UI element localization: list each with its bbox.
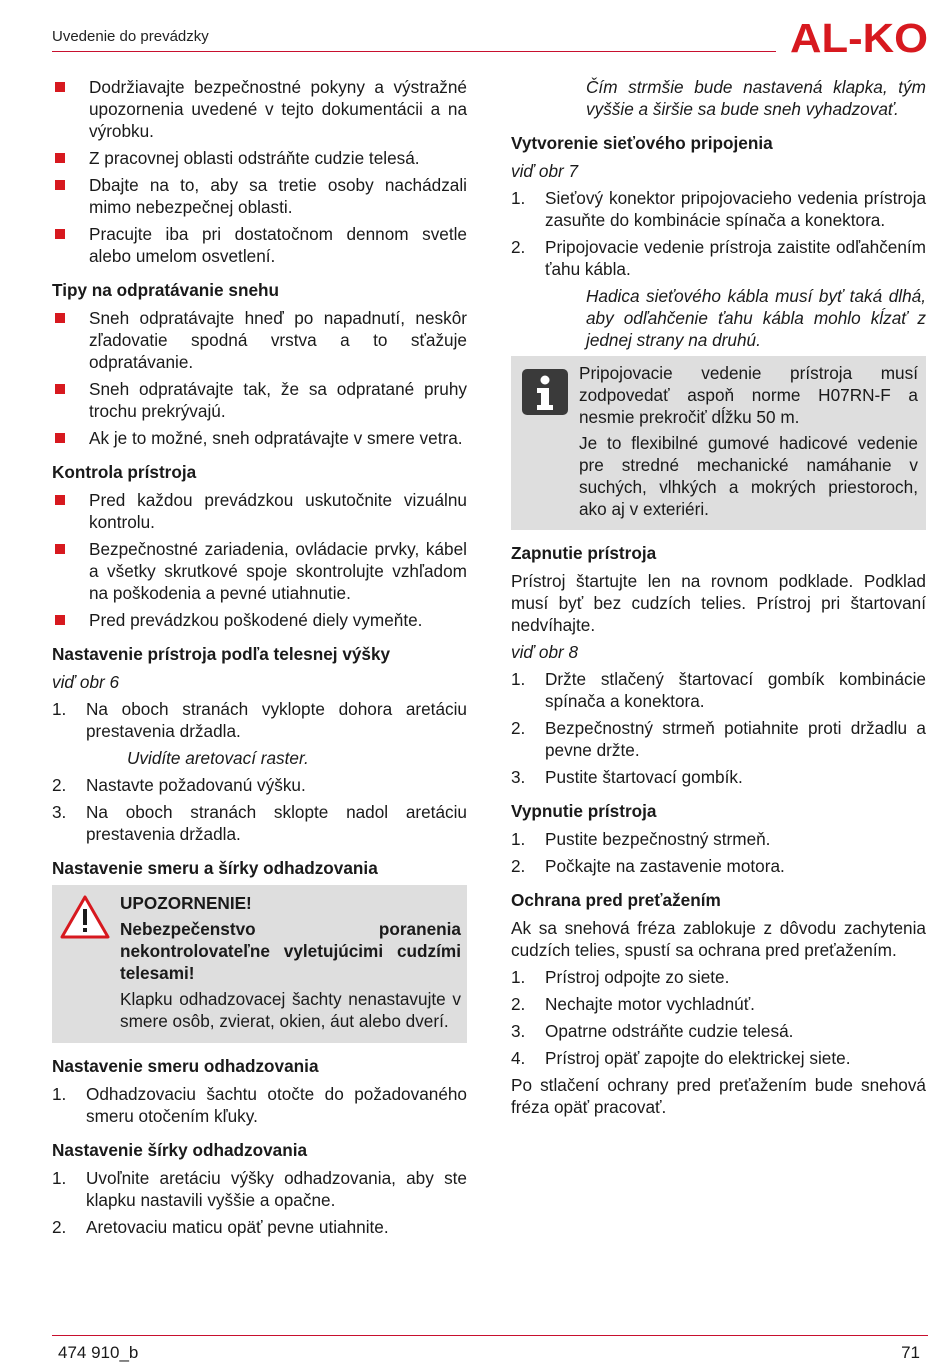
warning-triangle-icon	[60, 895, 110, 939]
al-ko-logo	[790, 20, 928, 56]
bullet-square-icon	[55, 313, 65, 323]
step-item: 1. Prístroj odpojte zo siete.	[511, 967, 730, 987]
info-icon	[521, 368, 569, 416]
section-heading: Nastavenie šírky odhadzovania	[52, 1140, 308, 1160]
section-heading: Nastavenie smeru odhadzovania	[52, 1056, 319, 1076]
step-item: 2. Nechajte motor vychladnúť.	[511, 994, 755, 1014]
step-item: 2. Aretovaciu maticu opäť pevne utiahnite.	[52, 1217, 389, 1237]
warning-box	[52, 885, 467, 1043]
info-text: Je to flexibilné gumové hadicové vedenie pre stredné mechanické namáhanie v suchých, vlhkých a mokrých priestoroch, ako aj v exteriéri.	[579, 433, 918, 519]
figure-reference: viď obr 7	[511, 161, 579, 181]
list-item: Pred prevádzkou poškodené diely vymeňte.	[52, 609, 467, 631]
step-item: 1. Na oboch stranách vyklopte dohora aretáciu prestavenia držadla.	[52, 699, 467, 741]
section-heading: Tipy na odpratávanie snehu	[52, 280, 279, 300]
bullet-square-icon	[55, 229, 65, 239]
page-number: 71	[901, 1343, 920, 1362]
bullet-square-icon	[55, 433, 65, 443]
logo-text: AL-KO	[790, 20, 928, 56]
paragraph: Ak sa snehová fréza zablokuje z dôvodu zachytenia cudzích telies, spustí sa ochrana pred preťažením.	[511, 918, 926, 960]
warning-text: Klapku odhadzovacej šachty nenastavujte v smere osôb, zvierat, okien, áut alebo dverí.	[120, 989, 461, 1031]
step-item: 3. Opatrne odstráňte cudzie telesá.	[511, 1021, 794, 1041]
list-item: Sneh odpratávajte hneď po napadnutí, neskôr zľadovatie spodná vrstva a to sťažuje odpratávanie.	[52, 307, 467, 373]
step-item: 3. Na oboch stranách sklopte nadol aretáciu prestavenia držadla.	[52, 802, 467, 844]
section-heading: Kontrola prístroja	[52, 462, 197, 482]
figure-reference: viď obr 6	[52, 672, 120, 692]
list-item: Bezpečnostné zariadenia, ovládacie prvky, kábel a všetky skrutkové spoje skontrolujte vzhľadom na poškodenia a pevné utiahnutie.	[52, 538, 467, 604]
footer-rule	[52, 1335, 928, 1336]
step-item: 1. Držte stlačený štartovací gombík kombinácie spínača a konektora.	[511, 669, 926, 711]
step-item: 4. Prístroj opäť zapojte do elektrickej siete.	[511, 1048, 851, 1068]
header-rule	[52, 51, 776, 52]
bullet-square-icon	[55, 180, 65, 190]
list-item: Ak je to možné, sneh odpratávajte v smere vetra.	[52, 427, 467, 449]
section-heading: Vytvorenie sieťového pripojenia	[511, 133, 773, 153]
warning-hazard: Nebezpečenstvo poranenia nekontrolovateľne vyletujúcimi cudzími telesami!	[120, 919, 461, 983]
step-item: 2. Bezpečnostný strmeň potiahnite proti držadlu a pevne držte.	[511, 718, 926, 760]
step-item: 1. Uvoľnite aretáciu výšky odhadzovania, aby ste klapku nastavili vyššie a opačne.	[52, 1168, 467, 1210]
section-heading: Zapnutie prístroja	[511, 543, 657, 563]
paragraph: Prístroj štartujte len na rovnom podklade. Podklad musí byť bez cudzích telies. Prístroj pri štartovaní nedvíhajte.	[511, 571, 926, 635]
warning-title: UPOZORNENIE!	[120, 893, 252, 913]
section-heading: Nastavenie smeru a šírky odhadzovania	[52, 858, 378, 878]
step-result: Čím strmšie bude nastavená klapka, tým vyššie a širšie sa bude sneh vyhadzovať.	[586, 77, 926, 119]
section-heading: Ochrana pred preťažením	[511, 890, 721, 910]
step-item: 2. Nastavte požadovanú výšku.	[52, 775, 306, 795]
bullet-square-icon	[55, 82, 65, 92]
bullet-square-icon	[55, 153, 65, 163]
step-item: 2. Pripojovacie vedenie prístroja zaistite odľahčením ťahu kábla.	[511, 237, 926, 279]
bullet-square-icon	[55, 615, 65, 625]
list-item: Z pracovnej oblasti odstráňte cudzie telesá.	[52, 147, 467, 169]
step-item: 3. Pustite štartovací gombík.	[511, 767, 743, 787]
left-column	[52, 76, 467, 1243]
info-box	[511, 356, 926, 530]
step-item: 2. Počkajte na zastavenie motora.	[511, 856, 785, 876]
step-result: Hadica sieťového kábla musí byť taká dlhá, aby odľahčenie ťahu kábla mohlo kĺzať z jednej strany na druhú.	[586, 286, 926, 350]
document-number: 474 910_b	[58, 1343, 139, 1362]
info-text: Pripojovacie vedenie prístroja musí zodpovedať aspoň norme H07RN-F a nesmie prekročiť dĺžku 50 m.	[579, 363, 918, 427]
bullet-square-icon	[55, 544, 65, 554]
paragraph: Po stlačení ochrany pred preťažením bude snehová fréza opäť pracovať.	[511, 1075, 926, 1117]
figure-reference: viď obr 8	[511, 642, 579, 662]
step-item: 1. Pustite bezpečnostný strmeň.	[511, 829, 771, 849]
list-item: Sneh odpratávajte tak, že sa odpratané pruhy trochu prekrývajú.	[52, 378, 467, 422]
list-item: Pred každou prevádzkou uskutočnite vizuálnu kontrolu.	[52, 489, 467, 533]
bullet-square-icon	[55, 495, 65, 505]
header-title: Uvedenie do prevádzky	[52, 28, 209, 45]
right-column	[511, 76, 926, 1123]
section-heading: Nastavenie prístroja podľa telesnej výšky	[52, 644, 391, 664]
step-result: Uvidíte aretovací raster.	[127, 748, 309, 768]
list-item: Dbajte na to, aby sa tretie osoby nachádzali mimo nebezpečnej oblasti.	[52, 174, 467, 218]
step-item: 1. Sieťový konektor pripojovacieho vedenia prístroja zasuňte do kombinácie spínača a konektora.	[511, 188, 926, 230]
list-item: Dodržiavajte bezpečnostné pokyny a výstražné upozornenia uvedené v tejto dokumentácii a na výrobku.	[52, 76, 467, 142]
section-heading: Vypnutie prístroja	[511, 801, 657, 821]
step-item: 1. Odhadzovaciu šachtu otočte do požadovaného smeru otočením kľuky.	[52, 1084, 467, 1126]
list-item: Pracujte iba pri dostatočnom dennom svetle alebo umelom osvetlení.	[52, 223, 467, 267]
bullet-square-icon	[55, 384, 65, 394]
